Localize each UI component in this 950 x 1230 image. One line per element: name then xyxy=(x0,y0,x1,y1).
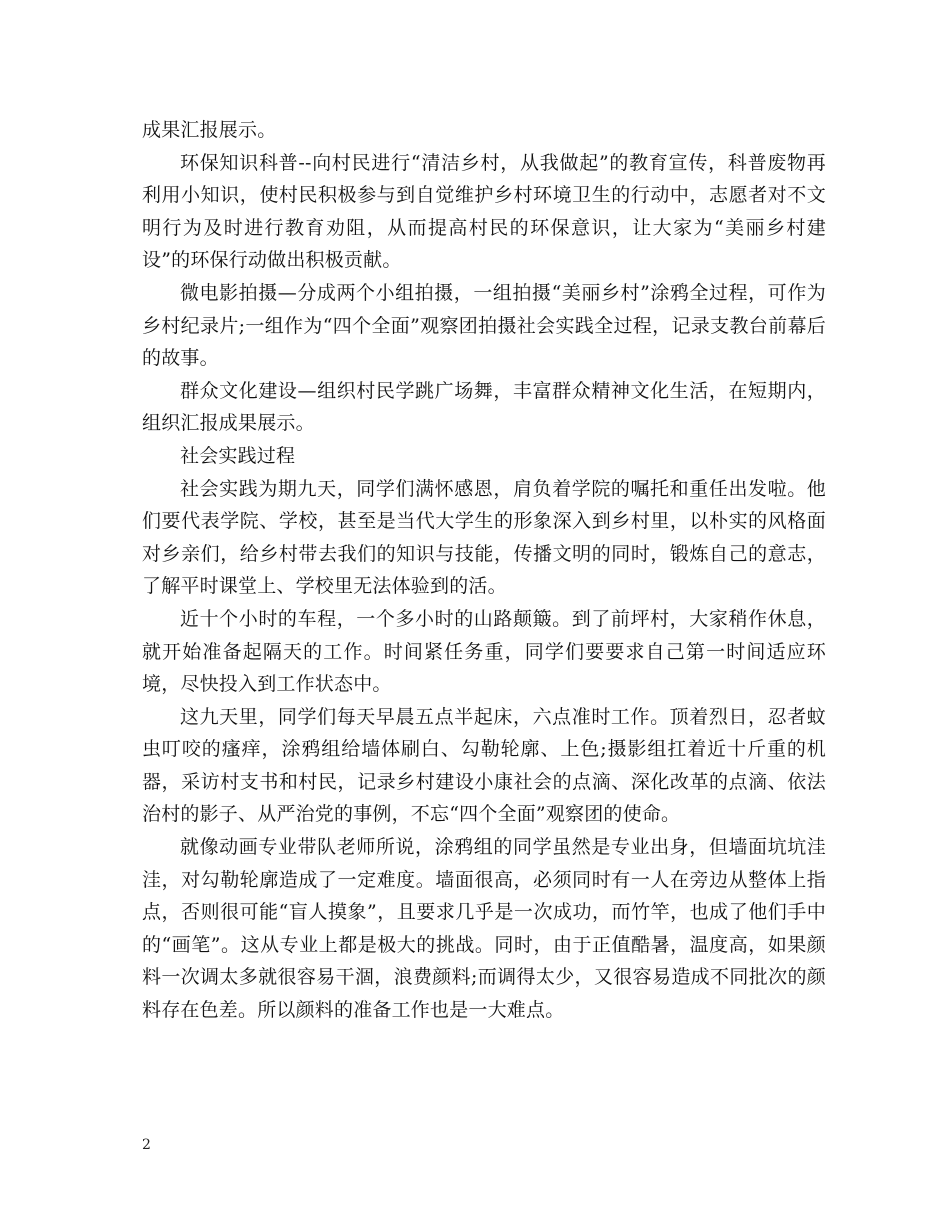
paragraph-journey: 近十个小时的车程，一个多小时的山路颠簸。到了前坪村，大家稍作休息，就开始准备起隔天的工作。时间紧任务重，同学们要要求自己第一时间适应环境，尽快投入到工作状态中。 xyxy=(142,607,826,696)
paragraph-cultural-building: 群众文化建设—组织村民学跳广场舞，丰富群众精神文化生活，在短期内，组织汇报成果展示。 xyxy=(142,379,826,435)
paragraph-daily-work: 这九天里，同学们每天早晨五点半起床，六点准时工作。顶着烈日，忍者蚊虫叮咬的瘙痒，涂鸦组给墙体刷白、勾勒轮廓、上色;摄影组扛着近十斤重的机器，采访村支书和村民，记录乡村建设小康社会的点滴、深化改革的点滴、依法治村的影子、从严治党的事例，不忘“四个全面”观察团的使命。 xyxy=(142,705,826,826)
paragraph-environmental-education: 环保知识科普--向村民进行“清洁乡村，从我做起”的教育宣传，科普废物再利用小知识，使村民积极参与到自觉维护乡村环境卫生的行动中，志愿者对不文明行为及时进行教育劝阻，从而提高村民的环保意识，让大家为“美丽乡村建设”的环保行动做出积极贡献。 xyxy=(142,151,826,272)
section-heading-practice-process: 社会实践过程 xyxy=(180,444,296,467)
page-number: 2 xyxy=(142,1137,151,1153)
document-body xyxy=(142,114,826,1027)
paragraph-continuation: 成果汇报展示。 xyxy=(142,119,277,141)
paragraph-graffiti-challenges: 就像动画专业带队老师所说，涂鸦组的同学虽然是专业出身，但墙面坑坑洼洼，对勾勒轮廓造成了一定难度。墙面很高，必须同时有一人在旁边从整体上指点，否则很可能“盲人摸象”，且要求几乎是一次成功，而竹竿，也成了他们手中的“画笔”。这从专业上都是极大的挑战。同时，由于正值酷暑，温度高，如果颜料一次调太多就很容易干涸，浪费颜料;而调得太少，又很容易造成不同批次的颜料存在色差。所以颜料的准备工作也是一大难点。 xyxy=(142,836,826,1022)
paragraph-practice-overview: 社会实践为期九天，同学们满怀感恩，肩负着学院的嘱托和重任出发啦。他们要代表学院、学校，甚至是当代大学生的形象深入到乡村里，以朴实的风格面对乡亲们，给乡村带去我们的知识与技能，传播文明的同时，锻炼自己的意志，了解平时课堂上、学校里无法体验到的活。 xyxy=(142,477,826,598)
paragraph-micro-film: 微电影拍摄—分成两个小组拍摄，一组拍摄“美丽乡村”涂鸦全过程，可作为乡村纪录片;一组作为“四个全面”观察团拍摄社会实践全过程，记录支教台前幕后的故事。 xyxy=(142,281,826,370)
